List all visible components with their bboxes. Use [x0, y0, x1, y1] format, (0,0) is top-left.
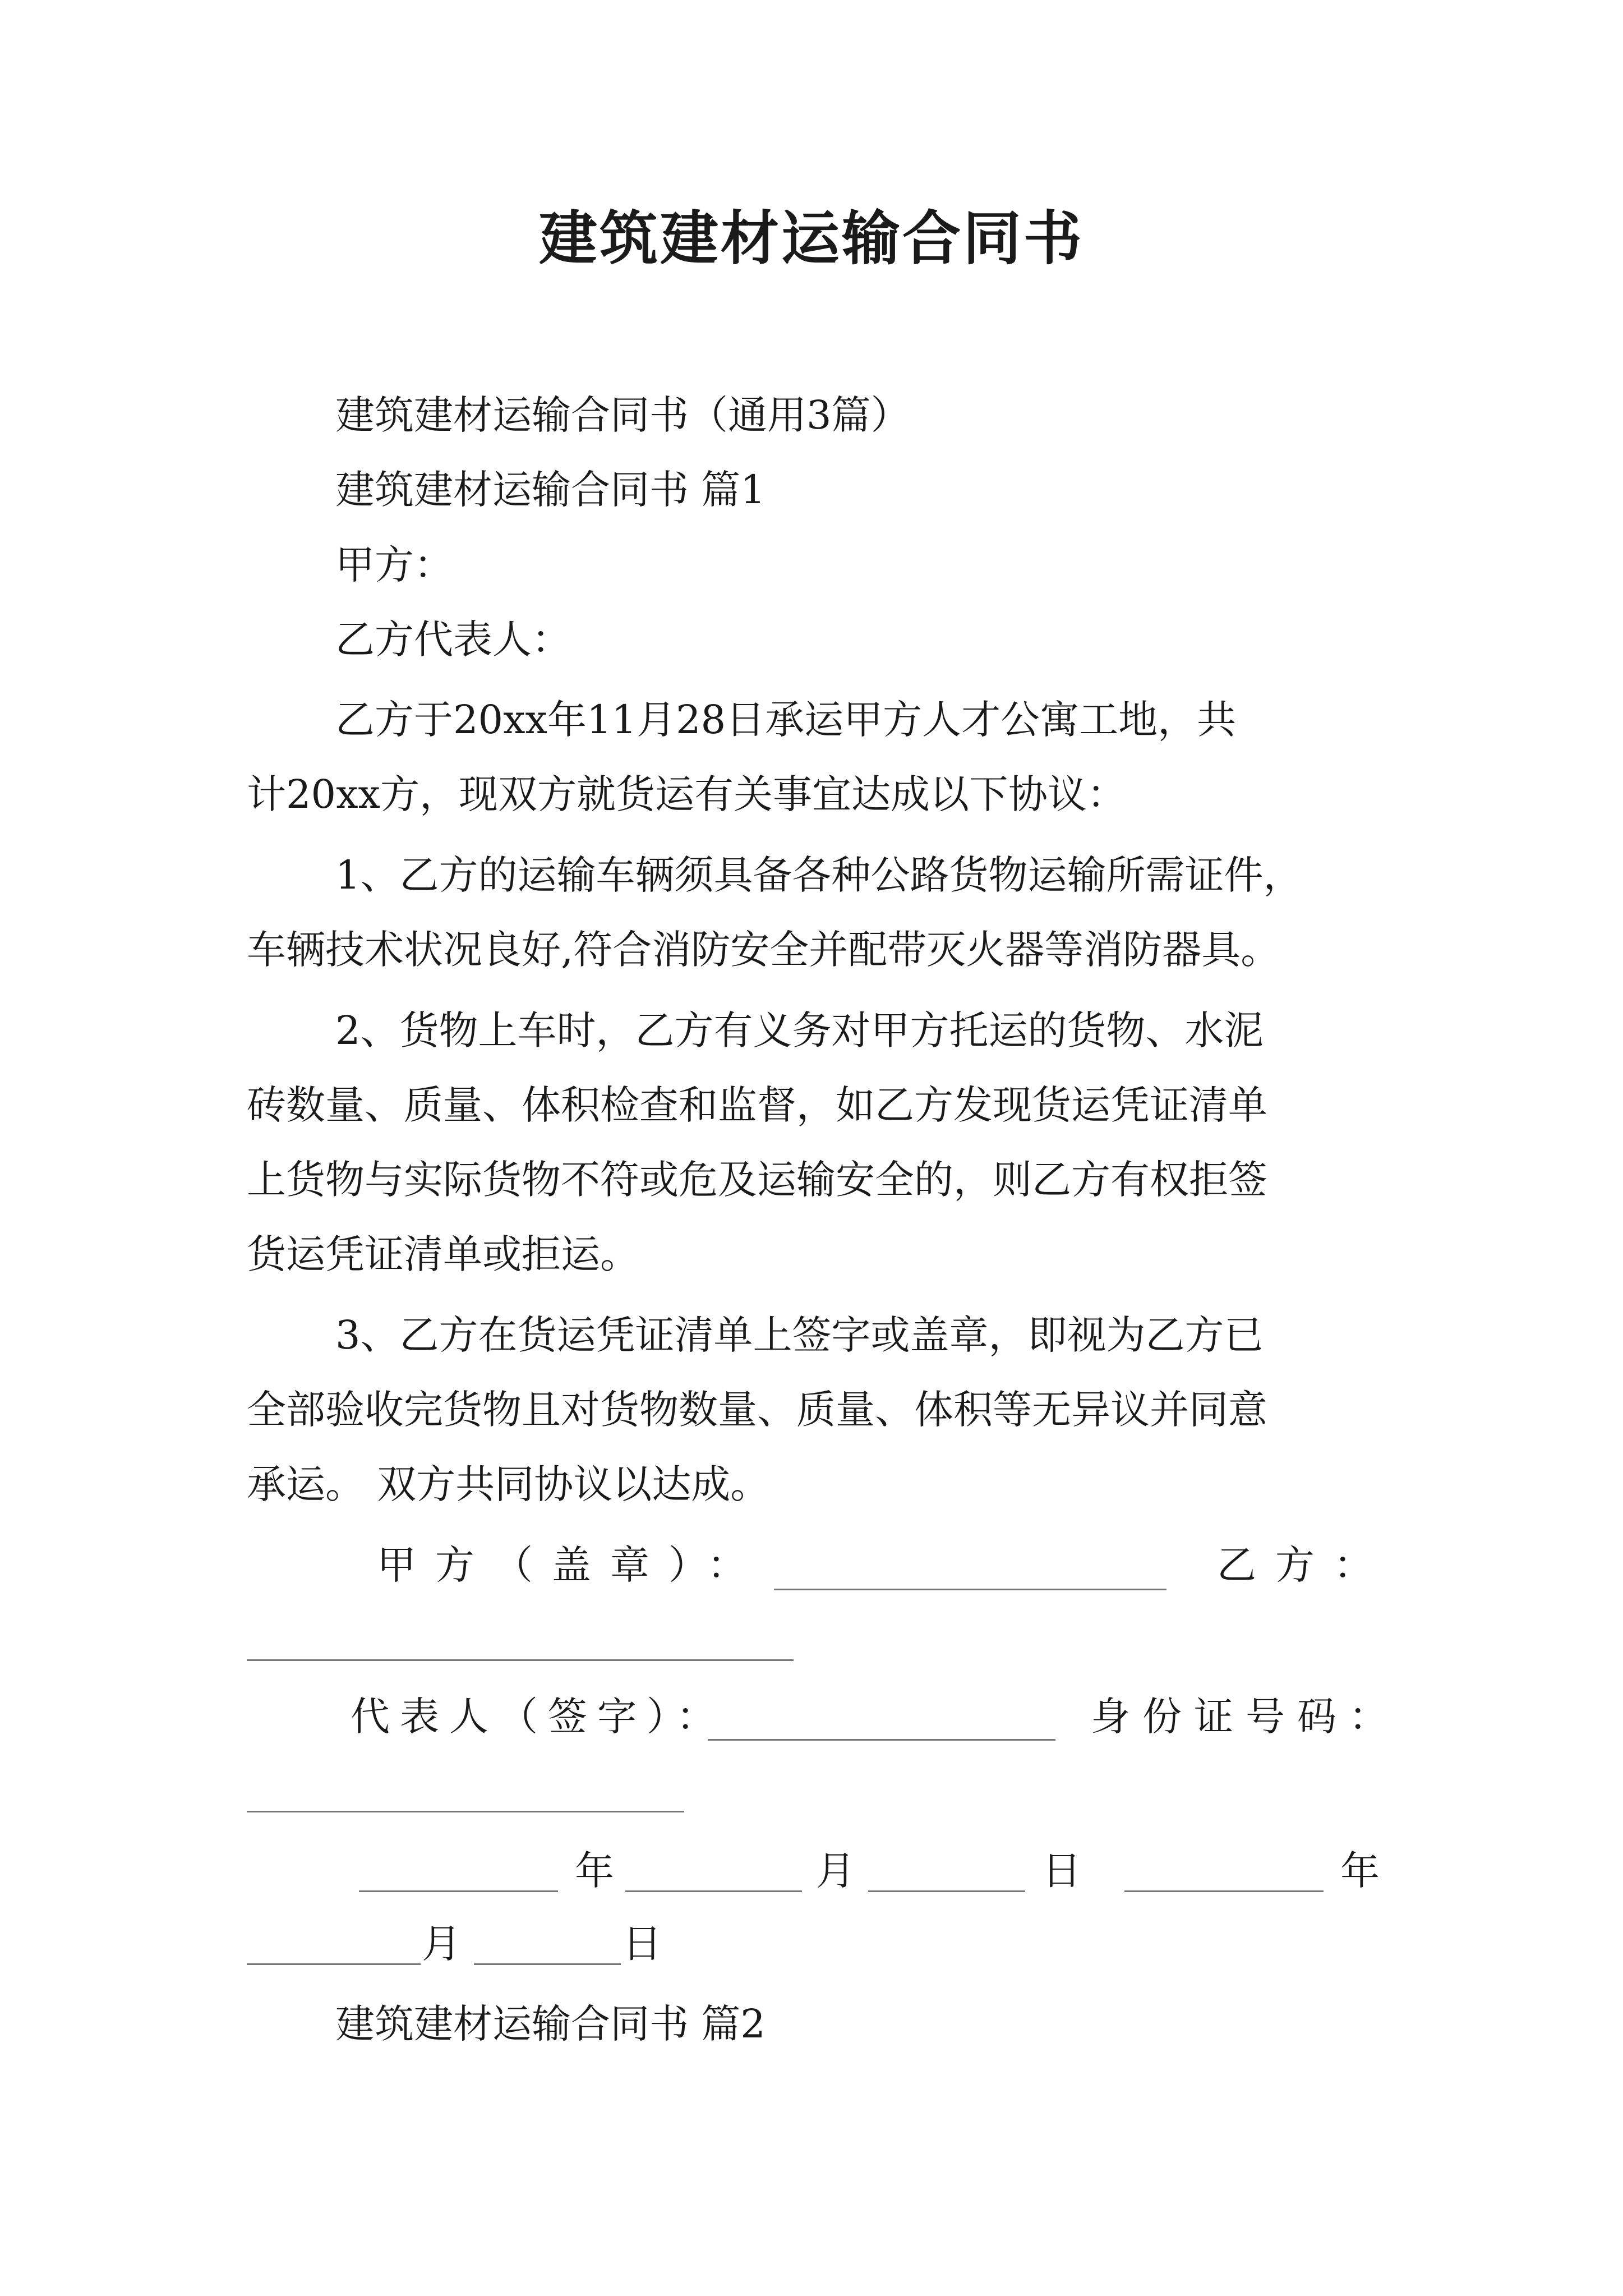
section-heading-2: 建筑建材运输合同书 篇2 [335, 2001, 766, 2047]
date-month-blank-a[interactable] [625, 1890, 802, 1892]
date-year-label-b: 年 [1340, 1848, 1380, 1894]
document-title: 建筑建材运输合同书 [538, 204, 1084, 273]
representative-signature-label: 代表人（签字）： [351, 1694, 726, 1740]
date-day-label-a: 日 [1042, 1848, 1081, 1894]
clause-2-line: 砖数量、质量、体积检查和监督，如乙方发现货运凭证清单 [247, 1082, 1267, 1128]
date-year-blank-a[interactable] [359, 1890, 558, 1892]
intro-paragraph-line: 计20xx方，现双方就货运有关事宜达成以下协议： [247, 771, 1127, 817]
clause-1-line: 1、乙方的运输车辆须具备各种公路货物运输所需证件， [335, 852, 1303, 898]
party-b-representative-label: 乙方代表人： [335, 616, 571, 662]
clause-2-line: 上货物与实际货物不符或危及运输安全的，则乙方有权拒签 [247, 1157, 1267, 1203]
date-day-blank-b[interactable] [474, 1963, 621, 1965]
section-heading-1: 建筑建材运输合同书 篇1 [335, 467, 766, 513]
representative-signature-blank[interactable] [708, 1739, 1055, 1741]
id-number-label: 身份证号码： [1091, 1694, 1400, 1740]
party-b-blank[interactable] [247, 1659, 794, 1661]
party-b-label: 乙方： [1217, 1542, 1392, 1588]
date-year-blank-b[interactable] [1124, 1890, 1324, 1892]
clause-1-line: 车辆技术状况良好,符合消防安全并配带灭火器等消防器具。 [247, 927, 1280, 973]
document-subtitle: 建筑建材运输合同书（通用3篇） [335, 392, 910, 438]
id-number-blank[interactable] [247, 1811, 684, 1812]
party-a-seal-label: 甲方（盖章）： [377, 1542, 766, 1588]
clause-3-line: 承运。 双方共同协议以达成。 [247, 1461, 770, 1507]
clause-2-line: 2、货物上车时，乙方有义务对甲方托运的货物、水泥 [335, 1007, 1264, 1053]
clause-3-line: 全部验收完货物且对货物数量、质量、体积等无异议并同意 [247, 1387, 1267, 1433]
clause-3-line: 3、乙方在货运凭证清单上签字或盖章，即视为乙方已 [335, 1312, 1264, 1358]
clause-2-line: 货运凭证清单或拒运。 [247, 1231, 639, 1277]
intro-paragraph-line: 乙方于20xx年11月28日承运甲方人才公寓工地，共 [335, 697, 1237, 743]
date-day-label-b: 日 [623, 1921, 662, 1967]
date-day-blank-a[interactable] [868, 1890, 1025, 1892]
date-month-label-b: 月 [422, 1921, 461, 1967]
party-a-seal-blank[interactable] [774, 1589, 1166, 1590]
date-year-label-a: 年 [575, 1848, 614, 1894]
date-month-blank-b[interactable] [247, 1963, 421, 1965]
date-month-label-a: 月 [816, 1848, 855, 1894]
party-a-label: 甲方： [335, 542, 453, 588]
